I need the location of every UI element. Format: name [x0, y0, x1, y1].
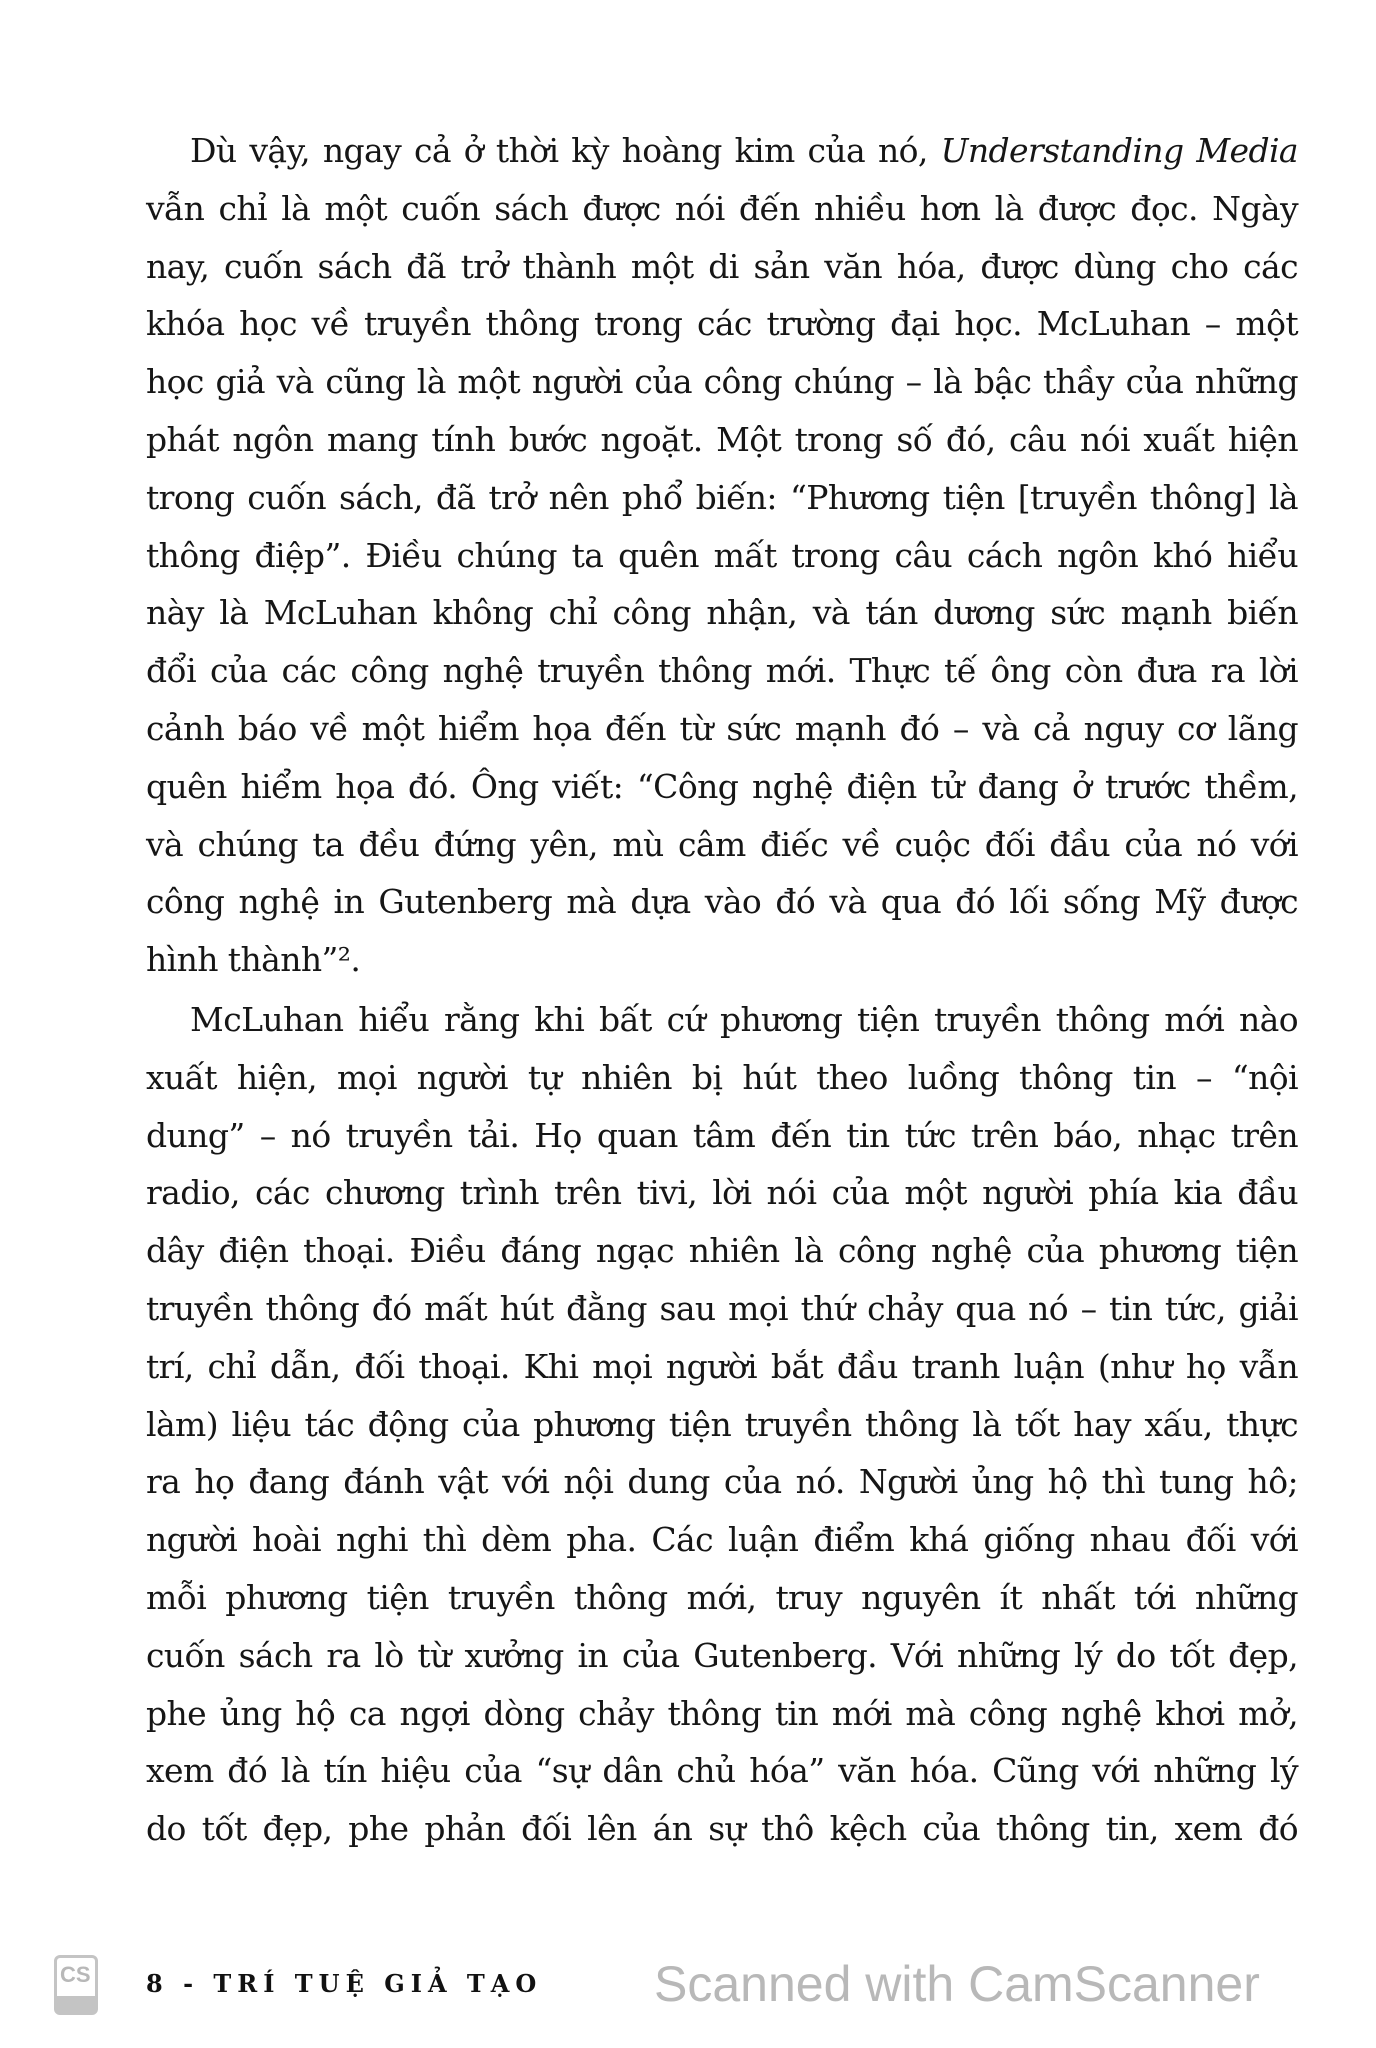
text-line: xem đó là tín hiệu của “sự dân chủ hóa” văn hóa. Cũng với những lý [146, 1751, 1298, 1791]
text-line: phát ngôn mang tính bước ngoặt. Một trong số đó, câu nói xuất hiện [146, 419, 1298, 459]
folio [146, 1969, 542, 1999]
text-line: mỗi phương tiện truyền thông mới, truy nguyên ít nhất tới những [146, 1577, 1298, 1617]
text-line: trong cuốn sách, đã trở nên phổ biến: “Phương tiện [truyền thông] là [146, 477, 1298, 517]
text-line: này là McLuhan không chỉ công nhận, và tán dương sức mạnh biến [146, 593, 1298, 633]
text-line: McLuhan hiểu rằng khi bất cứ phương tiện truyền thông mới nào [190, 999, 1298, 1039]
text-line: trí, chỉ dẫn, đối thoại. Khi mọi người bắt đầu tranh luận (như họ vẫn [146, 1346, 1298, 1386]
text-segment: Dù vậy, ngay cả ở thời kỳ hoàng kim của nó, [190, 131, 941, 170]
book-title-italic: Understanding Media [940, 131, 1298, 170]
page-footer [54, 1935, 1334, 2015]
text-line: truyền thông đó mất hút đằng sau mọi thứ chảy qua nó – tin tức, giải [146, 1288, 1298, 1328]
text-line: thông điệp”. Điều chúng ta quên mất trong câu cách ngôn khó hiểu [146, 535, 1298, 575]
folio-separator: - [183, 1969, 200, 1998]
text-line: xuất hiện, mọi người tự nhiên bị hút theo luồng thông tin – “nội [146, 1057, 1298, 1097]
text-line: đổi của các công nghệ truyền thông mới. Thực tế ông còn đưa ra lời [146, 651, 1298, 691]
paragraph [146, 122, 1298, 989]
scanner-watermark: Scanned with CamScanner [654, 1956, 1260, 2012]
text-line: nay, cuốn sách đã trở thành một di sản văn hóa, được dùng cho các [146, 246, 1298, 286]
text-line: và chúng ta đều đứng yên, mù câm điếc về cuộc đối đầu của nó với [146, 824, 1298, 864]
text-line: cảnh báo về một hiểm họa đến từ sức mạnh đó – và cả nguy cơ lãng [146, 708, 1298, 748]
text-line: học giả và cũng là một người của công chúng – là bậc thầy của những [146, 362, 1298, 402]
text-line: người hoài nghi thì dèm pha. Các luận điểm khá giống nhau đối với [146, 1520, 1298, 1560]
text-line: radio, các chương trình trên tivi, lời nói của một người phía kia đầu [146, 1173, 1298, 1213]
text-line: ra họ đang đánh vật với nội dung của nó. Người ủng hộ thì tung hô; [146, 1462, 1298, 1502]
paragraph [146, 991, 1298, 1858]
logo-text: CS [60, 1962, 91, 1987]
text-line: cuốn sách ra lò từ xưởng in của Gutenberg. Với những lý do tốt đẹp, [146, 1635, 1298, 1675]
running-title: TRÍ TUỆ GIẢ TẠO [213, 1969, 543, 1998]
text-line [146, 122, 1298, 180]
text-line: dây điện thoại. Điều đáng ngạc nhiên là công nghệ của phương tiện [146, 1231, 1298, 1271]
page-body [146, 122, 1298, 1858]
text-line: công nghệ in Gutenberg mà dựa vào đó và qua đó lối sống Mỹ được [146, 882, 1298, 922]
text-line: vẫn chỉ là một cuốn sách được nói đến nhiều hơn là được đọc. Ngày [146, 188, 1298, 228]
text-line: hình thành”². [146, 940, 361, 980]
page-number: 8 [146, 1969, 169, 1998]
text-line: quên hiểm họa đó. Ông viết: “Công nghệ điện tử đang ở trước thềm, [146, 766, 1298, 806]
text-line: do tốt đẹp, phe phản đối lên án sự thô kệch của thông tin, xem đó [146, 1809, 1298, 1849]
text-line: phe ủng hộ ca ngợi dòng chảy thông tin mới mà công nghệ khơi mở, [146, 1693, 1298, 1733]
text-line: làm) liệu tác động của phương tiện truyền thông là tốt hay xấu, thực [146, 1404, 1298, 1444]
text-line: khóa học về truyền thông trong các trường đại học. McLuhan – một [146, 304, 1298, 344]
text-line: dung” – nó truyền tải. Họ quan tâm đến tin tức trên báo, nhạc trên [146, 1115, 1298, 1155]
camscanner-logo-icon [54, 1955, 98, 2015]
